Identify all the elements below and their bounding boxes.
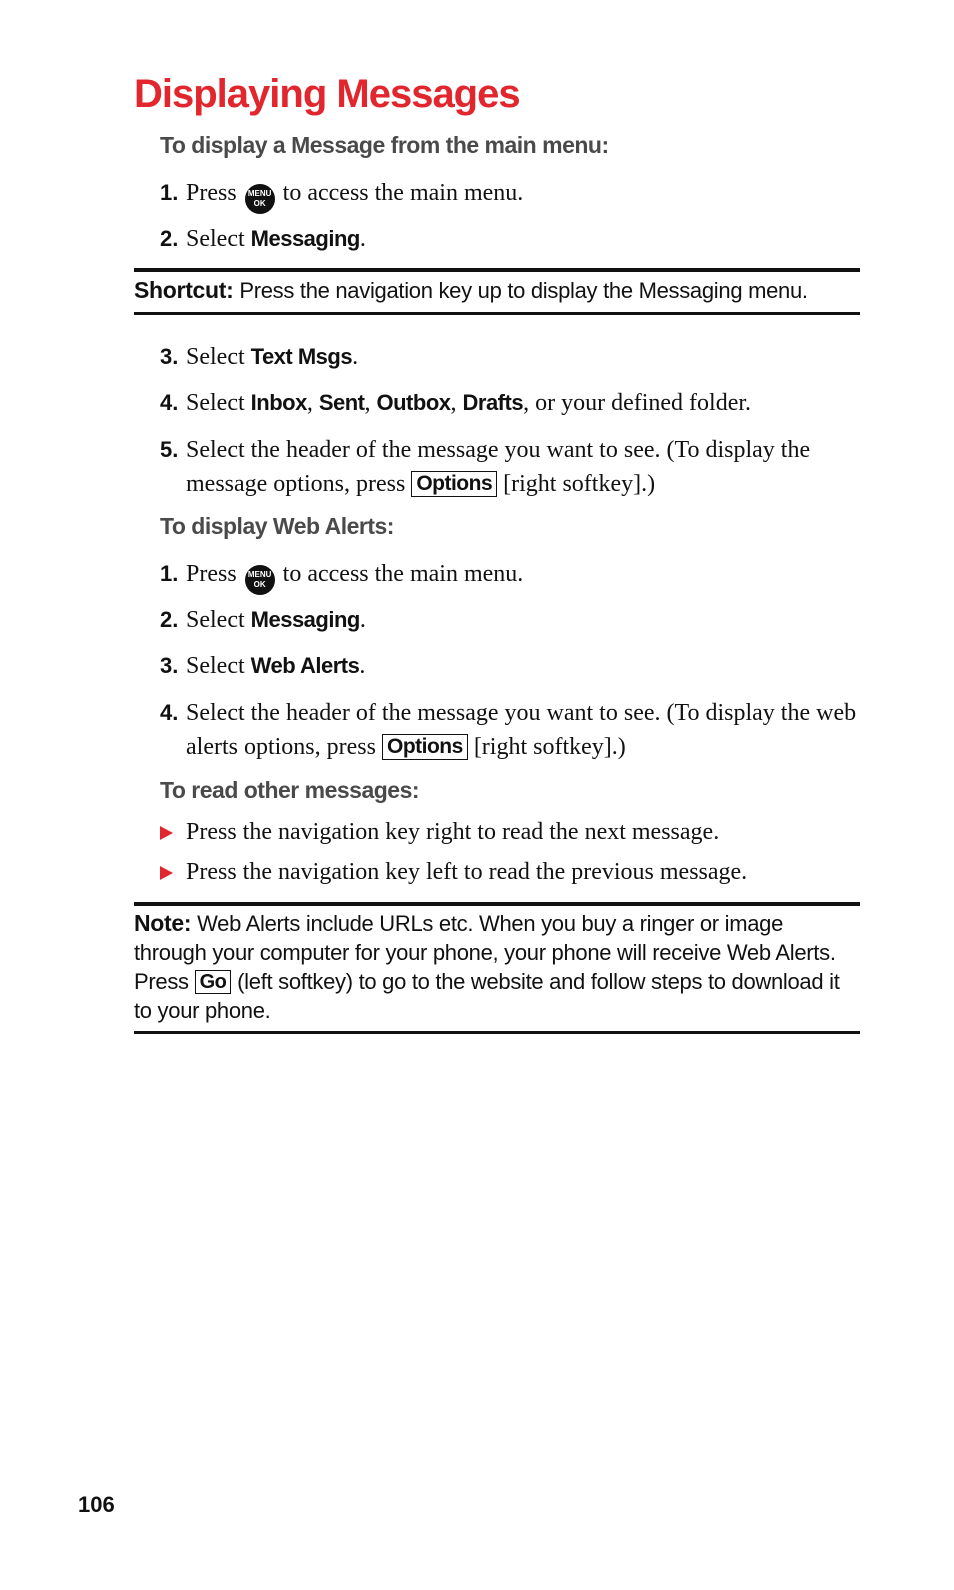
- note-bottom-rule: [134, 1031, 860, 1034]
- step-select-header: 5. Select the header of the message you want to see. (To display the message options, press Options [right softkey].): [160, 433, 860, 501]
- step-number: 5.: [160, 437, 179, 462]
- step-number: 3.: [160, 653, 179, 678]
- page-title: Displaying Messages: [134, 72, 520, 116]
- step-number: 2.: [160, 226, 179, 251]
- step-text: to access the main menu.: [282, 180, 524, 206]
- step-press-menu: [160, 557, 860, 595]
- note-label: Note:: [134, 910, 192, 936]
- step-text: Select: [186, 344, 245, 370]
- step-text: Select: [186, 607, 245, 633]
- menu-ok-key-icon: MENU OK: [245, 184, 275, 214]
- shortcut-top-rule: [134, 268, 860, 272]
- step-select-text-msgs: 3. Select Text Msgs.: [160, 340, 860, 374]
- page-number: 106: [78, 1492, 115, 1517]
- step-number: 1.: [160, 180, 179, 205]
- step-text: Select: [186, 226, 245, 252]
- list-item: [160, 855, 860, 889]
- step-text: Press: [186, 561, 237, 587]
- step-text: Select the header of the message you want to see. (To display the web alerts options, press: [186, 700, 857, 760]
- section-heading-web-alerts: To display Web Alerts:: [160, 513, 394, 539]
- step-text: Select: [186, 653, 245, 679]
- step-select-folder: 4. Select Inbox, Sent, Outbox, Drafts, or your defined folder.: [160, 386, 860, 420]
- bullet-text: Press the navigation key left to read the previous message.: [186, 859, 748, 885]
- shortcut-bottom-rule: [134, 312, 860, 315]
- menu-term: Messaging: [250, 226, 360, 251]
- step-number: 4.: [160, 700, 179, 725]
- step-select-messaging: 2. Select Messaging.: [160, 603, 860, 637]
- options-softkey: Options: [411, 471, 497, 497]
- step-text: Select the header of the message you want to see. (To display the message options, press: [186, 437, 811, 497]
- list-item: [160, 815, 860, 849]
- step-text: to access the main menu.: [282, 561, 524, 587]
- step-text: Select: [186, 390, 245, 416]
- step-press-menu: [160, 176, 860, 214]
- options-softkey: Options: [382, 734, 468, 760]
- folder-sent: Sent: [318, 390, 365, 415]
- bullet-triangle-icon: [160, 866, 173, 880]
- section-heading-main-menu: To display a Message from the main menu:: [160, 132, 609, 158]
- go-softkey: Go: [195, 970, 232, 994]
- shortcut-label: Shortcut:: [134, 277, 234, 303]
- shortcut-box: [134, 276, 858, 305]
- step-select-web-alerts: 3. Select Web Alerts.: [160, 649, 860, 683]
- step-text: Press: [186, 180, 237, 206]
- step-number: 3.: [160, 344, 179, 369]
- step-number: 1.: [160, 561, 179, 586]
- note-top-rule: [134, 902, 860, 906]
- bullet-text: Press the navigation key right to read the next message.: [186, 819, 720, 845]
- step-number: 4.: [160, 390, 179, 415]
- step-number: 2.: [160, 607, 179, 632]
- menu-term: Messaging: [250, 607, 360, 632]
- folder-outbox: Outbox: [376, 390, 451, 415]
- menu-term: Text Msgs: [250, 344, 353, 369]
- bullet-triangle-icon: [160, 826, 173, 840]
- note-box: [134, 909, 858, 1025]
- menu-ok-key-icon: MENU OK: [245, 565, 275, 595]
- menu-term: Web Alerts: [250, 653, 360, 678]
- note-text: (left softkey) to go to the website and follow steps to download it to your phone.: [134, 969, 840, 1023]
- step-select-header: 4. Select the header of the message you want to see. (To display the web alerts options, press Options [right softkey].): [160, 696, 860, 764]
- folder-drafts: Drafts: [462, 390, 524, 415]
- shortcut-text: Press the navigation key up to display the Messaging menu.: [239, 278, 808, 303]
- folder-inbox: Inbox: [250, 390, 307, 415]
- section-heading-read-other: To read other messages:: [160, 777, 420, 803]
- step-select-messaging: 2. Select Messaging.: [160, 222, 860, 256]
- note-text: Web Alerts include URLs etc. When you buy a ringer or image through your computer for your phone, your phone will receive Web Alerts. Press: [134, 911, 836, 994]
